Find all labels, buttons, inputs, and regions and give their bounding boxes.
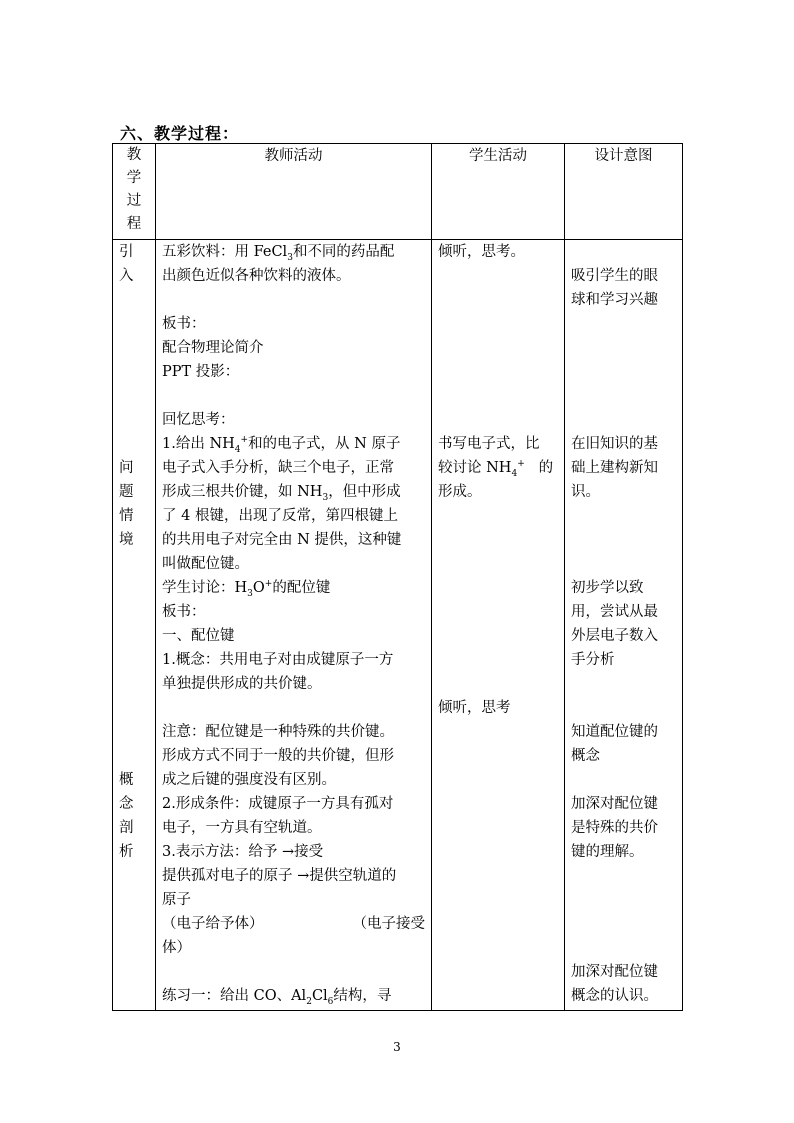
teacher-line: 的共用电子对完全由 N 提供，这种键 xyxy=(162,532,402,548)
table-body-row xyxy=(113,240,683,1011)
teacher-line: 注意：配位键是一种特殊的共价键。 xyxy=(162,724,394,740)
teacher-line: 出颜色近似各种饮料的液体。 xyxy=(162,268,351,284)
teacher-line: 形成三根共价键，如 $NH_3$，但中形成 xyxy=(162,484,401,503)
page-number: 3 xyxy=(393,1040,401,1054)
teacher-line: 板书： xyxy=(162,604,206,620)
student-line: 书写电子式，比 xyxy=(438,436,540,452)
design-line: 础上建构新知 xyxy=(571,460,658,476)
teaching-process-table xyxy=(112,143,683,1011)
stage-problem: 问 题 情 境 xyxy=(119,460,134,548)
student-line: 倾听，思考。 xyxy=(438,244,525,260)
teacher-line: 2.形成条件：成键原子一方具有孤对 xyxy=(162,796,394,812)
teacher-line: 成之后键的强度没有区别。 xyxy=(162,772,336,788)
design-line: 概念 xyxy=(571,748,600,764)
stage-concept: 概 念 剖 析 xyxy=(119,772,134,860)
student-line: 倾听，思考 xyxy=(438,700,511,716)
teacher-line: 1.概念：共用电子对由成键原子一方 xyxy=(162,652,394,668)
design-line: 用，尝试从最 xyxy=(571,604,658,620)
teacher-line: 形成方式不同于一般的共价键，但形 xyxy=(162,748,394,764)
design-line: 手分析 xyxy=(571,652,615,668)
teacher-line: 配合物理论简介 xyxy=(162,340,264,356)
teacher-line: 提供孤对电子的原子 →提供空轨道的 xyxy=(162,868,397,884)
section-title: 六、教学过程： xyxy=(120,124,240,143)
student-line: 形成。 xyxy=(438,484,482,500)
teacher-line: （电子给予体） （电子接受 xyxy=(162,916,425,932)
design-line: 加深对配位键 xyxy=(571,964,658,980)
header-student: 学生活动 xyxy=(432,144,565,240)
design-line: 外层电子数入 xyxy=(571,628,658,644)
design-line: 键的理解。 xyxy=(571,844,644,860)
teacher-line: 了 4 根键，出现了反常，第四根键上 xyxy=(162,508,398,524)
teacher-line: 1.给出 $NH_4^+$和的电子式，从 N 原子 xyxy=(162,435,401,455)
teacher-line: 体） xyxy=(162,940,191,956)
design-line: 加深对配位键 xyxy=(571,796,658,812)
teacher-line: 板书： xyxy=(162,316,206,332)
teacher-line: 电子，一方具有空轨道。 xyxy=(162,820,322,836)
design-line: 在旧知识的基 xyxy=(571,436,658,452)
design-line: 吸引学生的眼 xyxy=(571,268,658,284)
design-line: 知道配位键的 xyxy=(571,724,658,740)
design-line: 是特殊的共价 xyxy=(571,820,658,836)
student-activity-column xyxy=(432,240,565,1011)
teacher-line: PPT 投影： xyxy=(162,364,240,380)
teacher-line: 原子 xyxy=(162,892,191,908)
teacher-line: 练习一：给出 CO、$Al_2Cl_6$结构，寻 xyxy=(162,988,392,1007)
teacher-line: 叫做配位键。 xyxy=(162,556,249,572)
teacher-line: 回忆思考： xyxy=(162,412,235,428)
header-teacher: 教师活动 xyxy=(156,144,432,240)
teacher-line: 电子式入手分析，缺三个电子，正常 xyxy=(162,460,394,476)
header-design: 设计意图 xyxy=(565,144,683,240)
teacher-line: 学生讨论：$H_3O^+$的配位键 xyxy=(162,579,331,599)
header-stage: 教 学 过 程 xyxy=(113,144,156,240)
stage-column xyxy=(113,240,156,1011)
teacher-line: 五彩饮料：用 FeCl$_3$和不同的药品配 xyxy=(162,244,395,263)
teacher-line: 单独提供形成的共价键。 xyxy=(162,676,322,692)
design-line: 概念的认识。 xyxy=(571,988,658,1004)
design-line: 球和学习兴趣 xyxy=(571,292,658,308)
teacher-activity-column xyxy=(156,240,432,1011)
design-intent-column xyxy=(565,240,683,1011)
teacher-line: 一、配位键 xyxy=(162,628,235,644)
design-line: 初步学以致 xyxy=(571,580,644,596)
student-line: 较讨论 $NH_4^+$ 的 xyxy=(438,459,554,479)
table-header-row xyxy=(113,144,683,240)
teacher-line: 3.表示方法：给予 →接受 xyxy=(162,844,324,860)
design-line: 识。 xyxy=(571,484,600,500)
stage-intro: 引 入 xyxy=(119,244,134,284)
